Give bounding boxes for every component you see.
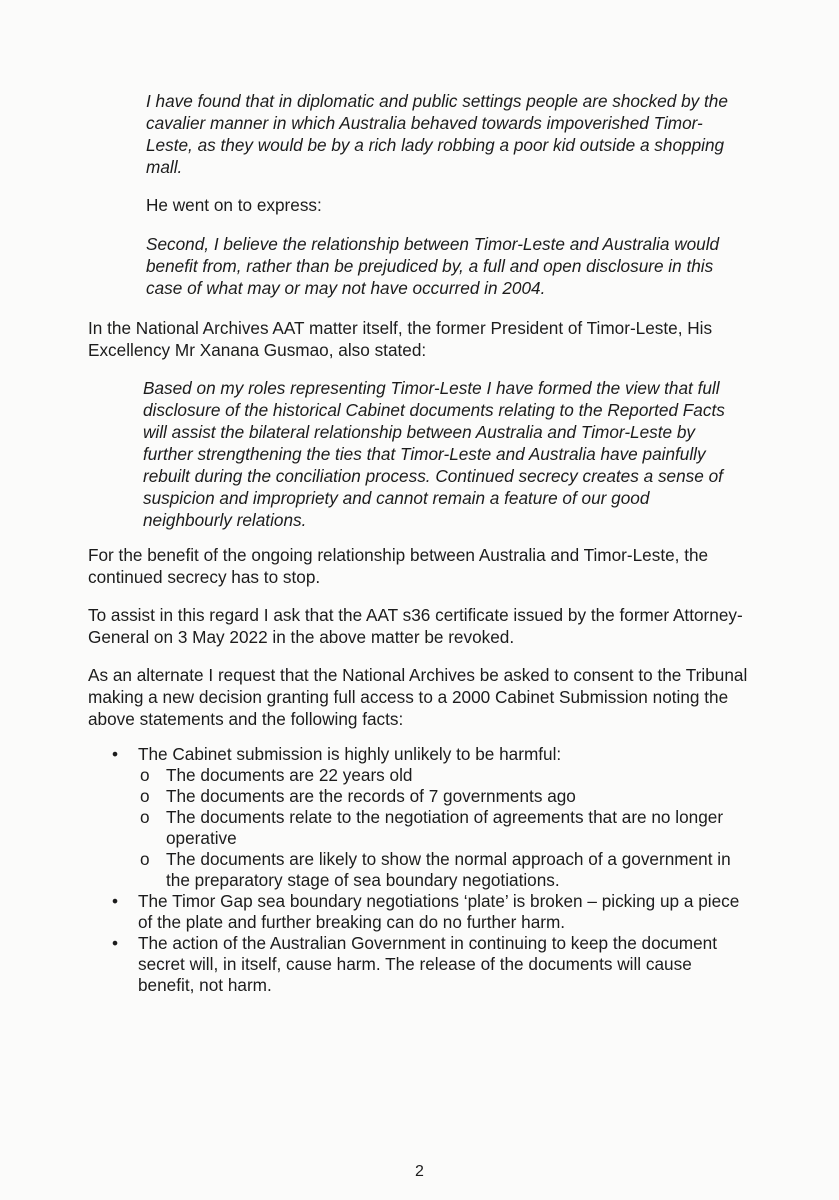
- circle-bullet-icon: o: [140, 765, 150, 785]
- body-paragraph-2: He went on to express:: [146, 195, 322, 215]
- list-item: [112, 744, 752, 765]
- list-item-text: The action of the Australian Government in continuing to keep the document secret will, in itself, cause harm. The release of the documents will cause benefit, not harm.: [138, 933, 718, 995]
- sub-list-item: [140, 849, 752, 891]
- page-number: 2: [415, 1163, 424, 1180]
- bullet-icon: •: [112, 891, 119, 911]
- quote-paragraph-5: Based on my roles representing Timor-Leste I have formed the view that full disclosure of the historical Cabinet documents relating to the Reported Facts will assist the bilateral relationship between Australia and Timor-Leste by further strengthening the ties that Timor-Leste and Australia have painfully rebuilt during the conciliation process. Continued secrecy creates a sense of suspicion and impropriety and cannot remain a feature of our good neighbourly relations.: [143, 378, 725, 530]
- bullet-icon: •: [112, 744, 119, 764]
- bullet-icon: •: [112, 933, 119, 953]
- body-paragraph-8: As an alternate I request that the National Archives be asked to consent to the Tribunal making a new decision granting full access to a 2000 Cabinet Submission noting the above statements and the following facts:: [88, 665, 748, 729]
- list-item-text: The Cabinet submission is highly unlikely to be harmful:: [138, 744, 562, 764]
- sub-list-item: [140, 807, 752, 849]
- sub-list-item-text: The documents are likely to show the normal approach of a government in the preparatory stage of sea boundary negotiations.: [166, 849, 731, 890]
- body-paragraph-6: For the benefit of the ongoing relationship between Australia and Timor-Leste, the continued secrecy has to stop.: [88, 545, 709, 587]
- list-item: [112, 891, 752, 933]
- body-paragraph-4: In the National Archives AAT matter itself, the former President of Timor-Leste, His Excellency Mr Xanana Gusmao, also stated:: [88, 318, 713, 360]
- quote-paragraph-3: Second, I believe the relationship between Timor-Leste and Australia would benefit from, rather than be prejudiced by, a full and open disclosure in this case of what may or may not have occurred in 2004.: [146, 234, 720, 298]
- facts-list: [112, 744, 752, 996]
- body-paragraph-7: To assist in this regard I ask that the AAT s36 certificate issued by the former Attorney-General on 3 May 2022 in the above matter be revoked.: [88, 605, 743, 647]
- circle-bullet-icon: o: [140, 807, 150, 827]
- sub-list-item-text: The documents are 22 years old: [166, 765, 413, 785]
- circle-bullet-icon: o: [140, 786, 150, 806]
- sub-list-item: [140, 765, 752, 786]
- sub-list-item: [140, 786, 752, 807]
- quote-paragraph-1: I have found that in diplomatic and public settings people are shocked by the cavalier manner in which Australia behaved towards impoverished Timor-Leste, as they would be by a rich lady robbing a poor kid outside a shopping mall.: [146, 91, 728, 177]
- list-item-text: The Timor Gap sea boundary negotiations ‘plate’ is broken – picking up a piece of the plate and further breaking can do no further harm.: [138, 891, 740, 932]
- sub-list-item-text: The documents are the records of 7 governments ago: [166, 786, 576, 806]
- list-item: [112, 933, 752, 996]
- sub-list-item-text: The documents relate to the negotiation of agreements that are no longer operative: [166, 807, 724, 848]
- circle-bullet-icon: o: [140, 849, 150, 869]
